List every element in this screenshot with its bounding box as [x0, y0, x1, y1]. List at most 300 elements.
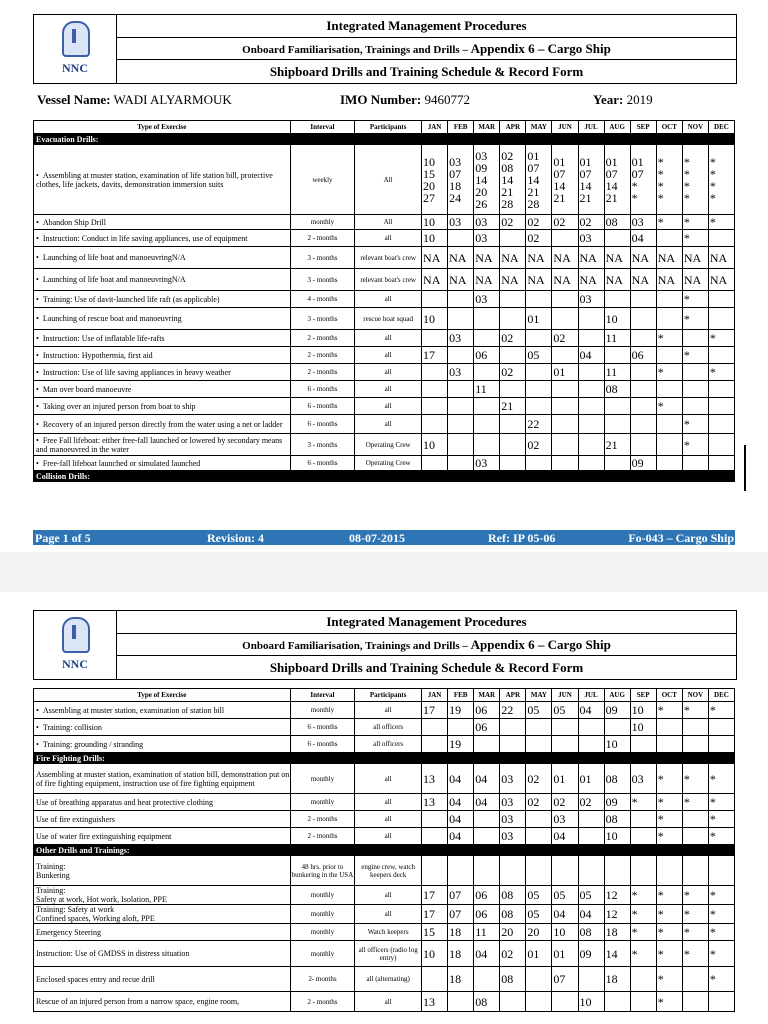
month-cell: NA: [552, 247, 578, 269]
month-cell: 17: [422, 905, 448, 924]
month-cell: [630, 828, 656, 845]
month-cell: [526, 456, 552, 471]
participants-cell: rescue boat squad: [355, 308, 422, 330]
table-row: [34, 856, 735, 886]
interval-cell: 3 - months: [290, 247, 355, 269]
month-cell: [448, 434, 474, 456]
logo-text: NNC: [62, 657, 88, 671]
month-cell: 08: [604, 811, 630, 828]
interval-cell: 48 hrs. prior to bunkering in the USA: [290, 856, 355, 886]
month-cell: 10: [422, 230, 448, 247]
interval-cell: 6 - months: [290, 736, 355, 753]
column-header: APR: [500, 121, 526, 134]
month-cell: [500, 434, 526, 456]
month-cell: [656, 347, 682, 364]
month-cell: [474, 398, 500, 415]
month-cell: 07: [448, 886, 474, 905]
month-cell: [630, 330, 656, 347]
column-header: MAR: [474, 689, 500, 702]
table-row: [34, 269, 735, 291]
month-cell: 10: [578, 992, 604, 1012]
month-cell: *: [630, 924, 656, 941]
column-header: JUN: [552, 689, 578, 702]
table-row: [34, 886, 735, 905]
participants-cell: relevant boat's crew: [355, 269, 422, 291]
month-cell: [682, 856, 708, 886]
month-cell: 10 15 20 27: [422, 145, 448, 215]
month-cell: [526, 381, 552, 398]
month-cell: *: [708, 828, 734, 845]
section-title: Other Drills and Trainings:: [34, 845, 735, 856]
month-cell: [474, 330, 500, 347]
participants-cell: Operating Crew: [355, 434, 422, 456]
month-cell: [474, 856, 500, 886]
month-cell: [682, 719, 708, 736]
month-cell: [448, 719, 474, 736]
month-cell: [422, 398, 448, 415]
exercise-cell: • Assembling at muster station, examination of life station bill, protective clothes, life jackets, davits, demonstration immersion suits: [34, 145, 291, 215]
month-cell: 03: [500, 794, 526, 811]
table-row: [34, 347, 735, 364]
month-cell: [526, 828, 552, 845]
month-cell: 04: [448, 828, 474, 845]
month-cell: 10: [552, 924, 578, 941]
month-cell: 08: [500, 886, 526, 905]
month-cell: *: [682, 764, 708, 794]
month-cell: 01: [526, 941, 552, 967]
month-cell: 08: [474, 992, 500, 1012]
month-cell: 12: [604, 905, 630, 924]
participants-cell: all officers: [355, 719, 422, 736]
month-cell: NA: [682, 247, 708, 269]
table-row: [34, 415, 735, 434]
month-cell: 18: [448, 924, 474, 941]
month-cell: [604, 992, 630, 1012]
month-cell: [630, 381, 656, 398]
month-cell: [552, 347, 578, 364]
month-cell: [578, 967, 604, 992]
table-row: [34, 828, 735, 845]
month-cell: 02: [526, 764, 552, 794]
month-cell: 17: [422, 347, 448, 364]
month-cell: 01 07 14 21: [578, 145, 604, 215]
month-cell: 17: [422, 702, 448, 719]
month-cell: 14: [604, 941, 630, 967]
month-cell: 02: [500, 330, 526, 347]
month-cell: [630, 308, 656, 330]
table-row: [34, 456, 735, 471]
month-cell: *: [708, 764, 734, 794]
month-cell: 22: [500, 702, 526, 719]
month-cell: [422, 330, 448, 347]
month-cell: [708, 856, 734, 886]
month-cell: [578, 398, 604, 415]
month-cell: 01: [578, 764, 604, 794]
header-form-title: Shipboard Drills and Training Schedule & Record Form: [269, 660, 584, 675]
month-cell: *: [708, 941, 734, 967]
month-cell: NA: [526, 247, 552, 269]
month-cell: 09: [604, 702, 630, 719]
exercise-cell: • Taking over an injured person from boat to ship: [34, 398, 291, 415]
month-cell: 11: [604, 364, 630, 381]
interval-cell: 2 - months: [290, 992, 355, 1012]
month-cell: [500, 308, 526, 330]
column-header: MAY: [526, 121, 552, 134]
month-cell: [708, 992, 734, 1012]
month-cell: [578, 381, 604, 398]
month-cell: *: [630, 886, 656, 905]
column-header: Participants: [355, 689, 422, 702]
month-cell: 10: [422, 941, 448, 967]
month-cell: 01: [552, 941, 578, 967]
month-cell: [578, 308, 604, 330]
participants-cell: all: [355, 811, 422, 828]
month-cell: [526, 811, 552, 828]
month-cell: [656, 291, 682, 308]
exercise-cell: • Instruction: Hypothermia, first aid: [34, 347, 291, 364]
page-footer: [33, 530, 735, 545]
month-cell: [552, 398, 578, 415]
exercise-cell: Training: Safety at work Confined spaces, Working aloft, PPE: [34, 905, 291, 924]
month-cell: [474, 967, 500, 992]
month-cell: 02: [578, 215, 604, 230]
table-row: [34, 381, 735, 398]
month-cell: NA: [422, 269, 448, 291]
interval-cell: monthly: [290, 886, 355, 905]
month-cell: *: [656, 794, 682, 811]
month-cell: [578, 719, 604, 736]
participants-cell: Watch keepers: [355, 924, 422, 941]
month-cell: [708, 736, 734, 753]
month-cell: [448, 291, 474, 308]
month-cell: [474, 308, 500, 330]
month-cell: 01 07 14 21: [604, 145, 630, 215]
month-cell: 06: [474, 886, 500, 905]
month-cell: * * * *: [682, 145, 708, 215]
column-header: JUN: [552, 121, 578, 134]
column-header: FEB: [448, 689, 474, 702]
interval-cell: 6 - months: [290, 719, 355, 736]
month-cell: 01 07 14 21: [552, 145, 578, 215]
month-cell: 04: [474, 794, 500, 811]
column-header: Participants: [355, 121, 422, 134]
month-cell: 21: [500, 398, 526, 415]
month-cell: 10: [630, 719, 656, 736]
month-cell: *: [708, 794, 734, 811]
footer-ref: Ref: IP 05-06: [488, 531, 556, 545]
month-cell: [630, 398, 656, 415]
month-cell: 02: [552, 794, 578, 811]
month-cell: *: [682, 905, 708, 924]
exercise-cell: • Free-fall lifeboat launched or simulated launched: [34, 456, 291, 471]
interval-cell: 6 - months: [290, 398, 355, 415]
section-title: Fire Fighting Drills:: [34, 753, 735, 764]
footer-form: Fo-043 – Cargo Ship: [628, 531, 734, 545]
table-row: [34, 291, 735, 308]
month-cell: [604, 398, 630, 415]
month-cell: 18: [448, 967, 474, 992]
exercise-cell: • Instruction: Conduct in life saving appliances, use of equipment: [34, 230, 291, 247]
month-cell: *: [656, 886, 682, 905]
column-header: Type of Exercise: [34, 689, 291, 702]
exercise-cell: Instruction: Use of GMDSS in distress situation: [34, 941, 291, 967]
column-header: AUG: [604, 121, 630, 134]
participants-cell: all: [355, 330, 422, 347]
month-cell: [448, 856, 474, 886]
month-cell: *: [630, 794, 656, 811]
month-cell: [474, 828, 500, 845]
month-cell: *: [656, 905, 682, 924]
month-cell: [656, 456, 682, 471]
column-header-row: [34, 689, 735, 702]
exercise-cell: • Training: Use of davit-launched life raft (as applicable): [34, 291, 291, 308]
month-cell: 19: [448, 736, 474, 753]
month-cell: [578, 811, 604, 828]
participants-cell: all officers: [355, 736, 422, 753]
month-cell: *: [682, 347, 708, 364]
month-cell: 08: [604, 381, 630, 398]
month-cell: *: [708, 905, 734, 924]
month-cell: [656, 434, 682, 456]
month-cell: 01 07 14 21 28: [526, 145, 552, 215]
month-cell: NA: [448, 247, 474, 269]
month-cell: 11: [474, 381, 500, 398]
month-cell: [526, 719, 552, 736]
month-cell: [578, 856, 604, 886]
month-cell: [552, 415, 578, 434]
exercise-cell: Assembling at muster station, examination of station bill, demonstration put on of fire fighting equipment, instruction use of fire fighting equipment: [34, 764, 291, 794]
month-cell: 05: [552, 702, 578, 719]
table-row: [34, 905, 735, 924]
month-cell: *: [708, 811, 734, 828]
month-cell: 02: [578, 794, 604, 811]
month-cell: [500, 456, 526, 471]
month-cell: 11: [604, 330, 630, 347]
participants-cell: all: [355, 794, 422, 811]
exercise-cell: Use of fire extinguishers: [34, 811, 291, 828]
footer-page: Page 1 of 5: [35, 531, 91, 545]
month-cell: [422, 381, 448, 398]
month-cell: *: [708, 924, 734, 941]
month-cell: 04: [578, 702, 604, 719]
month-cell: 01: [526, 308, 552, 330]
month-cell: [526, 992, 552, 1012]
month-cell: [578, 736, 604, 753]
month-cell: *: [682, 291, 708, 308]
month-cell: [422, 736, 448, 753]
month-cell: [682, 456, 708, 471]
month-cell: [630, 967, 656, 992]
month-cell: [604, 719, 630, 736]
month-cell: *: [682, 886, 708, 905]
month-cell: NA: [708, 269, 734, 291]
month-cell: [604, 291, 630, 308]
participants-cell: All: [355, 215, 422, 230]
month-cell: [552, 230, 578, 247]
month-cell: [578, 434, 604, 456]
month-cell: 02 08 14 21 28: [500, 145, 526, 215]
month-cell: [474, 415, 500, 434]
month-cell: [682, 736, 708, 753]
participants-cell: all: [355, 905, 422, 924]
column-header-row: [34, 121, 735, 134]
month-cell: [526, 856, 552, 886]
month-cell: 03: [474, 291, 500, 308]
month-cell: [448, 992, 474, 1012]
table-row: [34, 764, 735, 794]
month-cell: [526, 967, 552, 992]
month-cell: 04: [448, 811, 474, 828]
month-cell: 10: [630, 702, 656, 719]
month-cell: [708, 719, 734, 736]
month-cell: 18: [448, 941, 474, 967]
month-cell: 04: [552, 905, 578, 924]
table-row: [34, 924, 735, 941]
month-cell: 08: [604, 764, 630, 794]
month-cell: *: [656, 215, 682, 230]
participants-cell: all: [355, 992, 422, 1012]
month-cell: 02: [526, 215, 552, 230]
month-cell: 04: [552, 828, 578, 845]
column-header: OCT: [656, 121, 682, 134]
month-cell: [656, 308, 682, 330]
interval-cell: 3 - months: [290, 434, 355, 456]
page-header: [33, 610, 737, 680]
month-cell: [422, 811, 448, 828]
month-cell: *: [682, 924, 708, 941]
month-cell: [474, 736, 500, 753]
month-cell: 04: [578, 905, 604, 924]
interval-cell: 6 - months: [290, 456, 355, 471]
exercise-cell: • Man over board manoeuvre: [34, 381, 291, 398]
interval-cell: monthly: [290, 905, 355, 924]
month-cell: 03: [448, 215, 474, 230]
participants-cell: all: [355, 415, 422, 434]
table-row: [34, 967, 735, 992]
company-logo: [34, 611, 117, 679]
participants-cell: all: [355, 230, 422, 247]
section-header-row: [34, 753, 735, 764]
month-cell: [708, 415, 734, 434]
month-cell: [656, 719, 682, 736]
month-cell: [708, 398, 734, 415]
month-cell: [474, 364, 500, 381]
interval-cell: monthly: [290, 924, 355, 941]
month-cell: [500, 856, 526, 886]
table-row: [34, 941, 735, 967]
column-header: Interval: [290, 121, 355, 134]
month-cell: 03 09 14 20 26: [474, 145, 500, 215]
month-cell: 01: [552, 764, 578, 794]
month-cell: *: [682, 434, 708, 456]
month-cell: *: [630, 941, 656, 967]
section-header-row: [34, 471, 735, 482]
interval-cell: 4 - months: [290, 291, 355, 308]
month-cell: 04: [448, 794, 474, 811]
exercise-cell: • Launching of rescue boat and manoeuvring: [34, 308, 291, 330]
month-cell: NA: [552, 269, 578, 291]
table-row: [34, 230, 735, 247]
month-cell: [474, 434, 500, 456]
interval-cell: 2 - months: [290, 811, 355, 828]
month-cell: [422, 456, 448, 471]
month-cell: 01: [552, 364, 578, 381]
header-subtitle: Onboard Familiarisation, Trainings and Drills – Appendix 6 – Cargo Ship: [117, 38, 736, 60]
exercise-cell: Training: Bunkering: [34, 856, 291, 886]
month-cell: 13: [422, 794, 448, 811]
month-cell: [422, 828, 448, 845]
month-cell: 02: [552, 330, 578, 347]
participants-cell: all (alternating): [355, 967, 422, 992]
participants-cell: all: [355, 886, 422, 905]
month-cell: [552, 291, 578, 308]
section-title: Evacuation Drills:: [34, 134, 735, 145]
month-cell: *: [656, 828, 682, 845]
month-cell: [604, 347, 630, 364]
month-cell: [422, 364, 448, 381]
exercise-cell: • Launching of life boat and manoeuvringN/A: [34, 269, 291, 291]
table-row: [34, 145, 735, 215]
month-cell: *: [708, 967, 734, 992]
month-cell: [682, 828, 708, 845]
month-cell: 06: [474, 905, 500, 924]
month-cell: NA: [474, 247, 500, 269]
month-cell: 10: [422, 434, 448, 456]
month-cell: [682, 381, 708, 398]
column-header: Interval: [290, 689, 355, 702]
month-cell: [526, 736, 552, 753]
month-cell: [422, 291, 448, 308]
month-cell: NA: [656, 247, 682, 269]
month-cell: [604, 230, 630, 247]
month-cell: 08: [578, 924, 604, 941]
month-cell: [682, 811, 708, 828]
month-cell: [656, 856, 682, 886]
month-cell: [448, 230, 474, 247]
month-cell: 07: [448, 905, 474, 924]
participants-cell: engine crew, watch keepers deck: [355, 856, 422, 886]
month-cell: 02: [526, 434, 552, 456]
month-cell: 09: [630, 456, 656, 471]
month-cell: [578, 330, 604, 347]
exercise-cell: Training: Safety at work, Hot work, Isolation, PPE: [34, 886, 291, 905]
month-cell: [630, 291, 656, 308]
table-row: [34, 794, 735, 811]
month-cell: 08: [500, 905, 526, 924]
participants-cell: all: [355, 381, 422, 398]
participants-cell: all: [355, 347, 422, 364]
month-cell: 02: [500, 941, 526, 967]
interval-cell: 2 - months: [290, 230, 355, 247]
month-cell: [578, 415, 604, 434]
month-cell: 10: [422, 215, 448, 230]
footer-revision: Revision: 4: [207, 531, 264, 545]
month-cell: 06: [474, 347, 500, 364]
exercise-cell: • Recovery of an injured person directly from the water using a net or ladder: [34, 415, 291, 434]
table-row: [34, 702, 735, 719]
exercise-cell: Rescue of an injured person from a narrow space, engine room,: [34, 992, 291, 1012]
month-cell: [448, 415, 474, 434]
month-cell: *: [656, 992, 682, 1012]
month-cell: [682, 364, 708, 381]
month-cell: 03: [552, 811, 578, 828]
logo-emblem-icon: [62, 617, 90, 653]
month-cell: 04: [474, 764, 500, 794]
month-cell: 13: [422, 764, 448, 794]
exercise-cell: Emergency Steering: [34, 924, 291, 941]
exercise-cell: Use of breathing apparatus and heat protective clothing: [34, 794, 291, 811]
month-cell: [656, 381, 682, 398]
